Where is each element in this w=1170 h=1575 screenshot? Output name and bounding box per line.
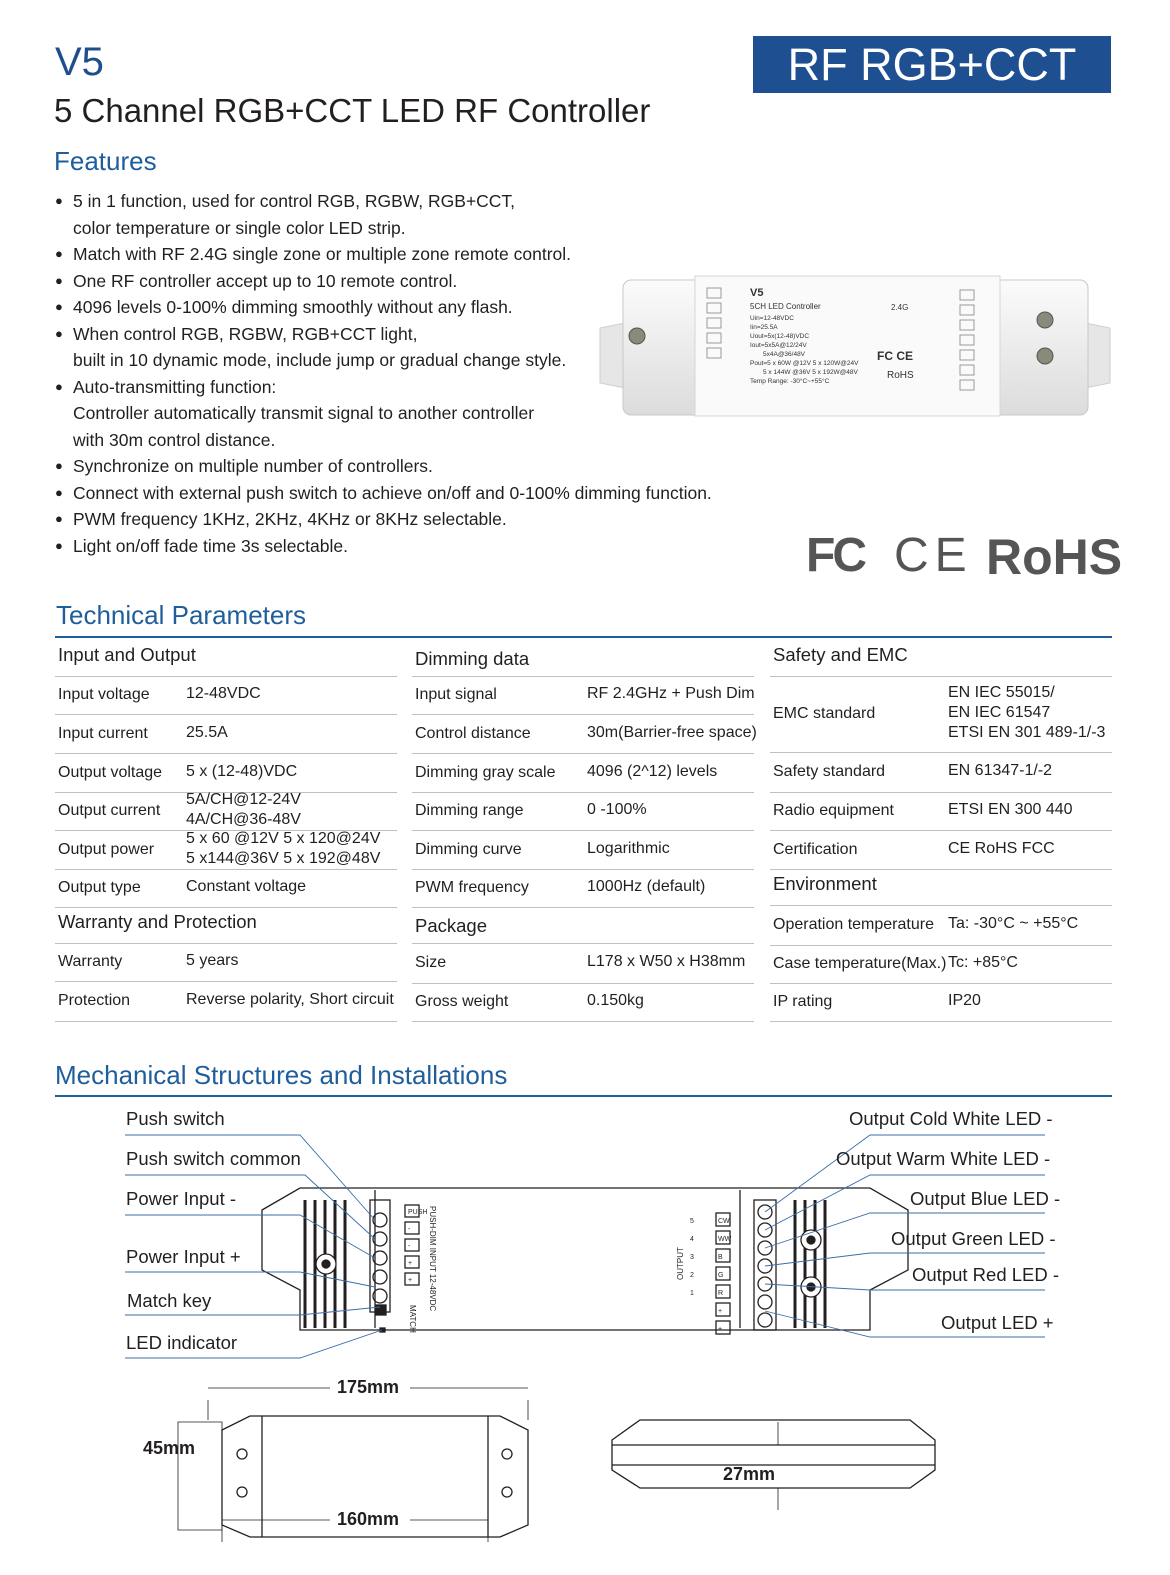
feature-item	[55, 533, 775, 560]
model-name: V5	[55, 40, 104, 84]
param-group-title: Warranty and Protection	[58, 911, 257, 932]
param-row	[55, 753, 397, 793]
param-value: 0 -100%	[587, 801, 647, 818]
param-label: Output power	[58, 840, 155, 858]
param-row	[412, 983, 754, 1022]
param-group-title: Package	[415, 915, 487, 936]
param-value: Ta: -30°C ~ +55°C	[948, 915, 1079, 932]
feature-text: ● PWM frequency 1KHz, 2KHz, 4KHz or 8KHz selectable.	[73, 509, 507, 529]
param-label: Safety standard	[773, 763, 886, 780]
feature-item	[55, 480, 775, 507]
param-label: Output type	[58, 879, 141, 896]
section-rule	[55, 636, 1112, 638]
param-label: Dimming range	[415, 802, 524, 819]
param-row	[770, 905, 1112, 946]
param-value: Logarithmic	[587, 839, 670, 857]
input-terminal-label: +	[408, 1260, 413, 1267]
feature-text: with 30m control distance.	[73, 429, 276, 450]
param-row	[770, 983, 1112, 1022]
param-value: 4A/CH@36-48V	[186, 811, 301, 828]
param-group-title: Safety and EMC	[773, 644, 908, 665]
param-value: 5A/CH@12-24V	[186, 791, 301, 808]
param-value: Reverse polarity, Short circuit	[186, 991, 394, 1008]
device-freq-text: 2.4G	[891, 303, 909, 312]
param-label: Control distance	[415, 724, 531, 742]
mech-label-right: Output Blue LED -	[910, 1188, 1061, 1209]
param-row	[412, 676, 754, 715]
output-channel-number: 2	[690, 1272, 694, 1279]
feature-text: ● Auto-transmitting function:	[73, 376, 277, 397]
dim-length: 175mm	[337, 1377, 400, 1397]
param-row	[55, 792, 397, 831]
device-spec-text: Iout=5x5A@12/24V	[750, 342, 807, 349]
device-spec-text: Temp Range: -30°C~+55°C	[750, 378, 830, 385]
device-fcce-text: FC CE	[877, 349, 913, 363]
mechanical-heading: Mechanical Structures and Installations	[55, 1060, 508, 1090]
param-row	[412, 714, 757, 754]
param-value: 5 years	[186, 952, 239, 969]
param-label: Case temperature(Max.)	[773, 955, 947, 972]
device-model-text: V5	[750, 287, 764, 299]
output-block-text: OUTPUT	[676, 1247, 685, 1280]
device-rohs-text: RoHS	[887, 370, 914, 381]
feature-text: color temperature or single color LED strip.	[73, 217, 406, 238]
output-terminal-label: +	[718, 1308, 723, 1315]
device-photo	[595, 268, 1115, 428]
input-terminal-label: PUSH	[408, 1209, 428, 1216]
output-channel-number: 3	[690, 1254, 694, 1261]
param-label: EMC standard	[773, 705, 876, 722]
param-label: Output current	[58, 802, 161, 819]
feature-item	[55, 506, 775, 533]
feature-text: ● Light on/off fade time 3s selectable.	[73, 535, 348, 556]
mech-label-right: Output Red LED -	[912, 1264, 1060, 1285]
output-terminal-label: G	[718, 1272, 724, 1279]
param-value: 5 x144@36V 5 x 192@48V	[186, 849, 381, 867]
param-row	[412, 830, 754, 870]
output-terminal-label: R	[718, 1290, 724, 1297]
param-label: Radio equipment	[773, 802, 894, 819]
feature-text: built in 10 dynamic mode, include jump or gradual change style.	[73, 350, 567, 370]
param-row	[55, 981, 397, 1022]
param-label: IP rating	[773, 993, 833, 1010]
feature-text: ● Synchronize on multiple number of controllers.	[73, 456, 433, 476]
param-group-heading	[412, 640, 754, 677]
param-label: Input signal	[415, 686, 497, 703]
mech-label-right: Output LED +	[941, 1312, 1054, 1333]
param-value: 4096 (2^12) levels	[587, 762, 718, 780]
device-spec-text: 5x4A@36/48V	[763, 351, 806, 358]
device-spec-text: Iin=25.5A	[750, 324, 778, 331]
param-value: CE RoHS FCC	[948, 839, 1055, 857]
feature-text: ● 5 in 1 function, used for control RGB, RGBW, RGB+CCT,	[73, 191, 516, 211]
param-value: 5 x (12-48)VDC	[186, 762, 298, 780]
param-label: Warranty	[58, 953, 123, 970]
category-badge: RF RGB+CCT	[753, 36, 1111, 93]
feature-text: ● When control RGB, RGBW, RGB+CCT light,	[73, 323, 418, 344]
param-value: 25.5A	[186, 723, 228, 741]
mech-label-right: Output Cold White LED -	[849, 1108, 1053, 1129]
param-label: Operation temperature	[773, 916, 934, 933]
mech-label-right: Output Warm White LED -	[836, 1148, 1051, 1169]
param-value: EN IEC 61547	[948, 704, 1051, 721]
input-block-text: PUSH-DIM INPUT 12-48VDC	[428, 1206, 437, 1312]
device-spec-text: 5 x 144W @36V 5 x 192W@48V	[763, 369, 858, 376]
param-row	[770, 830, 1112, 870]
param-group-heading	[412, 907, 754, 944]
param-label: Size	[415, 954, 447, 971]
device-spec-text: Uout=5x(12-48)VDC	[750, 333, 810, 340]
param-row	[55, 943, 397, 982]
features-heading: Features	[54, 146, 157, 176]
param-row	[770, 792, 1112, 831]
param-group-heading	[770, 640, 1112, 677]
output-channel-number: 1	[690, 1290, 694, 1297]
input-terminal-label: -	[408, 1243, 411, 1250]
feature-text: ● Connect with external push switch to achieve on/off and 0-100% dimming function.	[73, 482, 712, 503]
param-row	[412, 753, 754, 793]
param-group-title: Input and Output	[58, 644, 196, 665]
param-row	[55, 714, 397, 754]
param-row	[55, 676, 397, 715]
param-value: 5 x 60 @12V 5 x 120@24V	[186, 829, 381, 847]
device-spec-text: Uin=12-48VDC	[750, 315, 794, 322]
fc-logo: FC	[806, 529, 864, 582]
param-row	[412, 792, 754, 831]
output-terminal-label: WW	[718, 1236, 732, 1243]
mech-label-left: Match key	[127, 1290, 212, 1311]
param-row	[412, 943, 754, 984]
param-value: ETSI EN 300 440	[948, 801, 1073, 818]
param-label: PWM frequency	[415, 879, 529, 896]
param-value: 12-48VDC	[186, 685, 261, 702]
param-value: RF 2.4GHz + Push Dim	[587, 685, 755, 702]
feature-text: ● Match with RF 2.4G single zone or multiple zone remote control.	[73, 244, 571, 264]
param-row	[770, 945, 1112, 984]
mech-label-left: Power Input -	[126, 1188, 237, 1209]
output-channel-number: 4	[690, 1236, 694, 1243]
param-value: ETSI EN 301 489-1/-3	[948, 724, 1106, 741]
param-label: Dimming curve	[415, 840, 522, 858]
input-terminal-label: -	[408, 1226, 411, 1233]
certification-logos	[806, 528, 1123, 585]
param-value: 30m(Barrier-free space)	[587, 723, 757, 741]
feature-text: ● One RF controller accept up to 10 remote control.	[73, 270, 458, 291]
feature-item	[55, 453, 775, 480]
feature-text: ● 4096 levels 0-100% dimming smoothly without any flash.	[73, 297, 513, 317]
output-terminal-label: B	[718, 1254, 723, 1261]
device-name-text: 5CH LED Controller	[750, 302, 821, 311]
rohs-logo: RoHS	[986, 529, 1123, 585]
output-terminal-label: +	[718, 1326, 723, 1333]
feature-text: Controller automatically transmit signal to another controller	[73, 403, 535, 423]
param-row	[412, 869, 754, 908]
param-row	[770, 676, 1112, 753]
param-label: Certification	[773, 840, 858, 858]
param-value: IP20	[948, 992, 981, 1009]
param-value: L178 x W50 x H38mm	[587, 953, 746, 970]
mech-label-left: Push switch	[126, 1108, 225, 1129]
param-label: Output voltage	[58, 763, 163, 781]
dim-inner-length: 160mm	[337, 1509, 400, 1529]
param-group-title: Dimming data	[415, 648, 530, 669]
param-value: EN 61347-1/-2	[948, 762, 1053, 779]
feature-item	[55, 188, 775, 241]
dim-width: 45mm	[143, 1438, 196, 1458]
param-group-heading	[55, 640, 397, 677]
input-terminal-label: +	[408, 1277, 413, 1284]
dim-height: 27mm	[723, 1464, 776, 1484]
section-rule	[55, 1095, 1112, 1097]
param-group-heading	[770, 869, 1112, 906]
param-row	[770, 752, 1112, 793]
param-label: Gross weight	[415, 993, 509, 1010]
param-row	[55, 869, 397, 908]
feature-item	[55, 241, 775, 268]
param-label: Input voltage	[58, 686, 150, 703]
param-group-title: Environment	[773, 873, 877, 894]
param-group-heading	[55, 907, 397, 944]
param-value: Constant voltage	[186, 878, 307, 895]
param-label: Input current	[58, 724, 148, 742]
device-spec-text: Pout=5 x 60W @12V 5 x 120W@24V	[750, 360, 859, 367]
param-label: Protection	[58, 992, 131, 1009]
mech-label-left: Power Input +	[126, 1246, 241, 1267]
mech-label-right: Output Green LED -	[891, 1228, 1056, 1249]
param-row	[55, 830, 397, 870]
product-title: 5 Channel RGB+CCT LED RF Controller	[54, 92, 651, 129]
match-text: MATCH	[408, 1305, 417, 1333]
param-value: 0.150kg	[587, 992, 644, 1009]
output-terminal-label: CW	[718, 1218, 730, 1225]
param-value: 1000Hz (default)	[587, 878, 706, 895]
param-value: Tc: +85°C	[948, 954, 1018, 971]
output-channel-number: 5	[690, 1218, 694, 1225]
mech-label-left: LED indicator	[126, 1332, 238, 1353]
mech-label-left: Push switch common	[126, 1148, 301, 1169]
param-label: Dimming gray scale	[415, 763, 556, 781]
ce-logo: CE	[894, 529, 973, 582]
param-value: EN IEC 55015/	[948, 684, 1055, 701]
tech-params-heading: Technical Parameters	[56, 600, 306, 630]
